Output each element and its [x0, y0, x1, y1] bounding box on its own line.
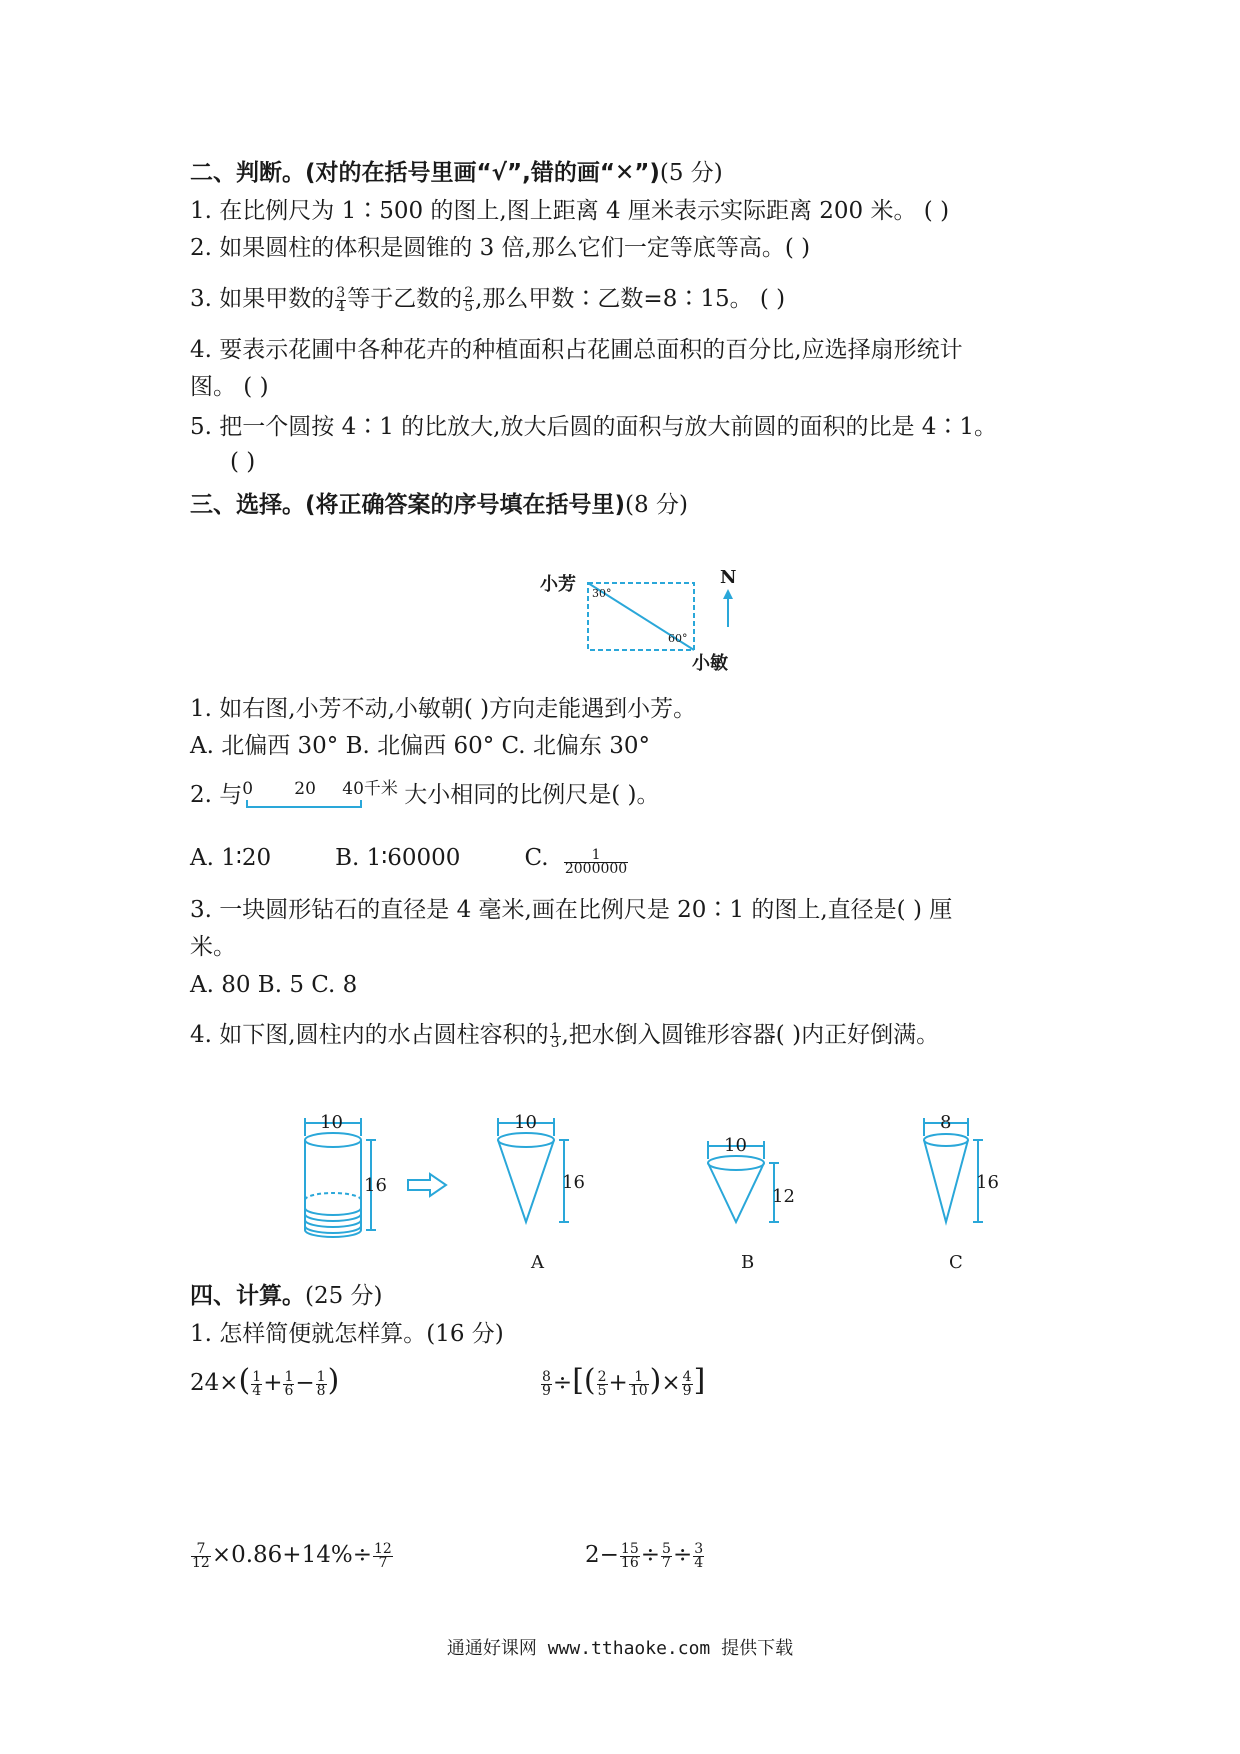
coneB-diameter: 10 — [724, 1135, 747, 1156]
section4-heading: 四、计算。(25 分) — [190, 1283, 383, 1309]
label-xiaomin: 小敏 — [692, 653, 728, 674]
s2-item5: 5. 把一个圆按 4∶1 的比放大,放大后圆的面积与放大前圆的面积的比是 4∶1。 — [190, 414, 998, 440]
coneA-diameter: 10 — [514, 1112, 537, 1133]
s3-q1: 1. 如右图,小芳不动,小敏朝( )方向走能遇到小芳。 — [190, 696, 697, 722]
cylinder-cones-figure — [290, 1100, 1010, 1275]
coneA-height: 16 — [562, 1172, 585, 1193]
s3-q3-options: A. 80 B. 5 C. 8 — [190, 972, 358, 998]
coneC-label: C — [949, 1252, 963, 1273]
s3-q4: 4. 如下图,圆柱内的水占圆柱容积的 $\frac{1}{3}$ ,把水倒入圆锥形容器( )内正好倒满。 — [190, 1020, 940, 1051]
s2-item1: 1. 在比例尺为 1∶500 的图上,图上距离 4 厘米表示实际距离 200 米。 ( ) — [190, 198, 950, 224]
expr-4: 2− $\frac{15}{16}$ ÷ $\frac{5}{7}$ ÷ $\frac{3}{4}$ — [585, 1540, 704, 1571]
section2-heading: 二、判断。(对的在括号里画“√”,错的画“✕”)(5 分) — [190, 160, 723, 186]
cyl-height: 16 — [364, 1175, 387, 1196]
coneB-height: 12 — [772, 1186, 795, 1207]
expr-2: $\frac{8}{9}$ ÷[( $\frac{2}{5}$ + $\frac{1}{10}$ )× $\frac{4}{9}$ ] — [542, 1363, 706, 1399]
s3-q1-options: A. 北偏西 30° B. 北偏西 60° C. 北偏东 30° — [190, 733, 651, 759]
coneA-label: A — [531, 1252, 544, 1273]
s2-item2: 2. 如果圆柱的体积是圆锥的 3 倍,那么它们一定等底等高。( ) — [190, 235, 811, 261]
coneC-diameter: 8 — [940, 1112, 952, 1133]
s2-item4: 4. 要表示花圃中各种花卉的种植面积占花圃总面积的百分比,应选择扇形统计 — [190, 337, 963, 363]
expr-3: $\frac{7}{12}$ ×0.86+14%÷ $\frac{12}{7}$ — [192, 1540, 392, 1571]
s2-item4-cont: 图。 ( ) — [190, 374, 269, 400]
scale-bar: 0 20 40千米 — [242, 780, 404, 810]
s3-q2-options: A. 1∶20 B. 1∶60000 C. $\frac{1}{2000000}$ — [190, 845, 628, 877]
s2-item5-cont: ( ) — [230, 449, 256, 475]
fraction: $\frac{3}{4}$ — [336, 284, 346, 315]
coneC-height: 16 — [976, 1172, 999, 1193]
label-xiaofang: 小芳 — [540, 574, 576, 595]
coneB-label: B — [741, 1252, 755, 1273]
footer: 通通好课网 www.tthaoke.com 提供下载 — [446, 1638, 794, 1659]
north-label: N — [720, 567, 737, 588]
s3-q2: 2. 与 0 20 40千米 大小相同的比例尺是( )。 — [190, 779, 660, 808]
angle-30: 30° — [592, 587, 612, 600]
expr-1: 24×( $\frac{1}{4}$ + $\frac{1}{6}$ − $\frac{1}{8}$ ) — [190, 1363, 340, 1399]
cyl-diameter: 10 — [320, 1112, 343, 1133]
section3-heading: 三、选择。(将正确答案的序号填在括号里)(8 分) — [190, 492, 688, 518]
s2-item3: 3. 如果甲数的 $\frac{3}{4}$ 等于乙数的 $\frac{2}{5}$ ,那么甲数∶乙数=8∶15。 ( ) — [190, 284, 786, 315]
s4-sub1: 1. 怎样简便就怎样算。(16 分) — [190, 1321, 504, 1347]
fraction: $\frac{2}{5}$ — [464, 284, 474, 315]
compass-figure — [530, 565, 760, 680]
s3-q3-cont: 米。 — [190, 934, 236, 960]
angle-60: 60° — [668, 632, 688, 645]
s3-q3: 3. 一块圆形钻石的直径是 4 毫米,画在比例尺是 20∶1 的图上,直径是( ) 厘 — [190, 897, 953, 923]
